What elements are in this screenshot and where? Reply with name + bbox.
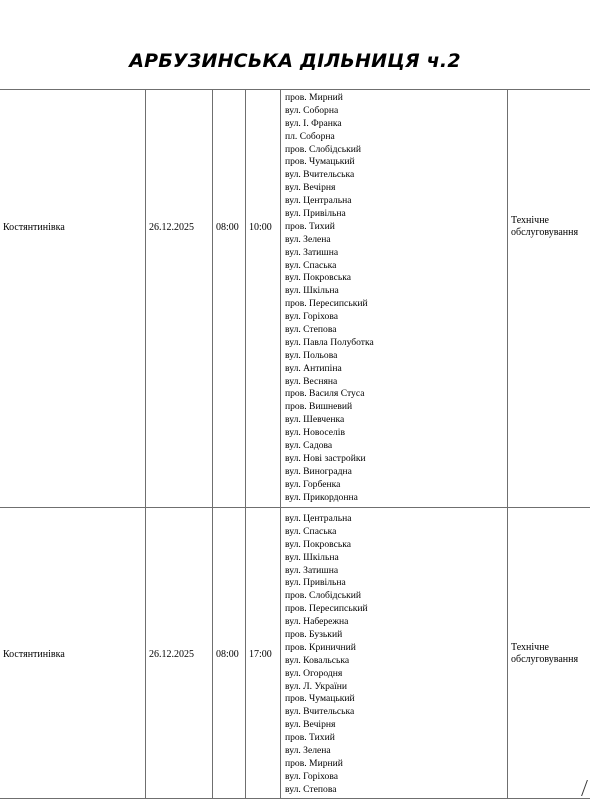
street-item: вул. Нові застройки <box>285 452 366 464</box>
street-item: вул. Огородня <box>285 667 343 679</box>
column-divider <box>212 508 213 799</box>
street-item: пров. Криничний <box>285 641 356 653</box>
street-item: вул. Виноградна <box>285 465 352 477</box>
street-item: вул. Вчительська <box>285 169 355 181</box>
street-item: вул. Новоселів <box>285 427 346 439</box>
street-item: пров. Вишневий <box>285 401 353 413</box>
date-cell: 26.12.2025 <box>149 649 194 660</box>
time-from-cell: 08:00 <box>216 222 239 233</box>
street-item: пров. Тихий <box>285 220 335 232</box>
street-item: пров. Слобідський <box>285 590 362 602</box>
street-item: вул. Соборна <box>285 104 339 116</box>
street-item: вул. Спаська <box>285 259 337 271</box>
time-to-cell: 17:00 <box>249 649 272 660</box>
street-item: вул. Садова <box>285 440 333 452</box>
work-type-cell <box>511 215 578 239</box>
time-to-cell: 10:00 <box>249 222 272 233</box>
street-item: пров. Чумацький <box>285 693 355 705</box>
street-item: вул. Шкільна <box>285 551 339 563</box>
street-item: пров. Чумацький <box>285 156 355 168</box>
street-item: вул. Покровська <box>285 538 352 550</box>
street-item: вул. Вечірня <box>285 182 336 194</box>
street-item: вул. Павла Полуботка <box>285 336 374 348</box>
street-item: вул. Вчительська <box>285 706 355 718</box>
street-item: вул. Горіхова <box>285 770 339 782</box>
settlement-cell: Костянтинівка <box>3 649 65 660</box>
street-item: пров. Пересипський <box>285 298 368 310</box>
work-type-line: обслуговування <box>511 654 579 665</box>
column-divider <box>145 508 146 799</box>
settlement-cell: Костянтинівка <box>3 222 65 233</box>
street-item: вул. Степова <box>285 783 337 795</box>
street-item: вул. Степова <box>285 324 337 336</box>
street-list <box>285 92 374 505</box>
street-item: вул. Затишна <box>285 246 339 258</box>
street-item: вул. Горіхова <box>285 311 339 323</box>
street-item: вул. Вечірня <box>285 719 336 731</box>
street-item: пров. Мирний <box>285 92 343 103</box>
street-item: вул. Шкільна <box>285 285 339 297</box>
street-item: вул. Шевченка <box>285 414 345 426</box>
street-item: вул. Набережна <box>285 616 349 628</box>
column-divider <box>212 90 213 507</box>
column-divider <box>507 508 508 799</box>
street-item: вул. І. Франка <box>285 117 342 129</box>
table-bottom-border <box>0 798 590 799</box>
street-item: вул. Спаська <box>285 525 337 537</box>
work-type-line: Технічне <box>511 642 549 653</box>
street-item: вул. Зелена <box>285 233 331 245</box>
street-item: вул. Центральна <box>285 195 352 207</box>
street-item: вул. Затишна <box>285 564 339 576</box>
column-divider <box>145 90 146 507</box>
column-divider <box>280 508 281 799</box>
page-title: АРБУЗИНСЬКА ДІЛЬНИЦЯ ч.2 <box>129 50 461 72</box>
street-item: пров. Мирний <box>285 757 343 769</box>
street-item: вул. Польова <box>285 349 338 361</box>
work-type-line: обслуговування <box>511 227 579 238</box>
street-item: пров. Слобідський <box>285 143 362 155</box>
street-item: вул. Центральна <box>285 513 352 524</box>
street-item: вул. Л. України <box>285 680 348 692</box>
street-item: вул. Покровська <box>285 272 352 284</box>
column-divider <box>507 90 508 507</box>
street-item: вул. Ковальська <box>285 654 350 666</box>
street-item: пров. Бузький <box>285 629 343 641</box>
column-divider <box>245 508 246 799</box>
street-item: вул. Зелена <box>285 745 331 757</box>
street-item: вул. Весняна <box>285 375 338 387</box>
table-row <box>0 89 590 507</box>
column-divider <box>280 90 281 507</box>
street-item: вул. Привільна <box>285 577 346 589</box>
street-item: вул. Прикордонна <box>285 491 358 503</box>
table-row <box>0 507 590 799</box>
street-item: вул. Привільна <box>285 208 346 220</box>
time-from-cell: 08:00 <box>216 649 239 660</box>
street-item: пров. Пересипський <box>285 603 368 615</box>
street-item: пров. Тихий <box>285 732 335 744</box>
column-divider <box>245 90 246 507</box>
street-item: пл. Соборна <box>285 130 335 142</box>
street-item: вул. Антипіна <box>285 362 342 374</box>
date-cell: 26.12.2025 <box>149 222 194 233</box>
street-item: пров. Василя Стуса <box>285 388 365 400</box>
street-list <box>285 513 368 797</box>
street-item: вул. Горбенка <box>285 478 341 490</box>
work-type-cell <box>511 642 578 666</box>
work-type-line: Технічне <box>511 215 549 226</box>
